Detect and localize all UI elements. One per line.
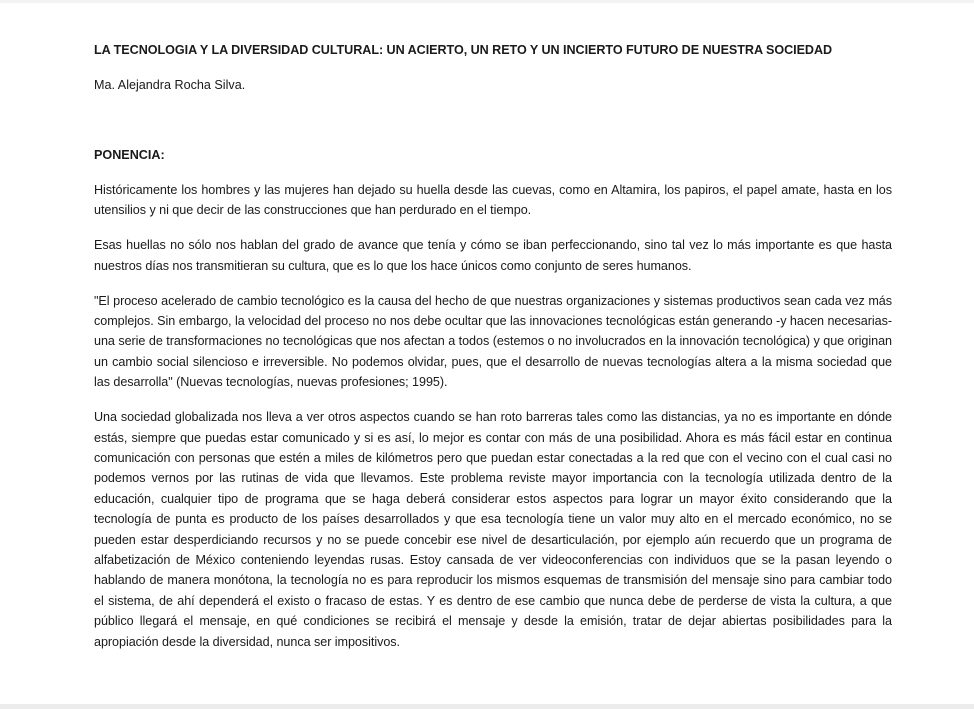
- section-heading: PONENCIA:: [94, 148, 165, 162]
- document-title: LA TECNOLOGIA Y LA DIVERSIDAD CULTURAL: UN ACIERTO, UN RETO Y UN INCIERTO FUTURO DE NUESTRA SOCIEDAD: [94, 43, 833, 57]
- paragraph-4: [94, 407, 892, 652]
- document-author: Ma. Alejandra Rocha Silva.: [94, 78, 246, 92]
- paragraph-4-text: Una sociedad globalizada nos lleva a ver otros aspectos cuando se han roto barreras tales como las distancias, ya no es importante en dónde estás, siempre que puedas estar comunicado y si es así, lo mejor es contar con más de una posibilidad. Ahora es más fácil estar en continua comunicación con personas que estén a miles de kilómetros pero que puedan estar conectadas a la red que con el vecino con el cual casi no podemos vernos por las rutinas de vida que llevamos. Este problema reviste mayor importancia con la tecnología utilizada dentro de la educación, cualquier tipo de programa que se haga deberá considerar estos aspectos para lograr un mayor éxito considerando que la tecnología de punta es producto de los países desarrollados y que esa tecnología tiene un valor muy alto en el mercado económico, no se pueden estar desperdiciando recursos y no se puede concebir ese nivel de desarticulación, por ejemplo aún recuerdo que un programa de alfabetización de México conteniendo leyendas rusas. Estoy cansada de ver videoconferencias con individuos que se la pasan leyendo o hablando de manera monótona, la tecnología no es para reproducir los mismos esquemas de transmisión del mensaje sino para cambiar todo el sistema, de ahí dependerá el existo o fracaso de estas. Y es dentro de ese cambio que nunca debe de perderse de vista la cultura, a que público llegará el mensaje, en qué condiciones se recibirá el mensaje y desde la emisión, tratar de dejar abiertas posibilidades para la apropiación desde la diversidad, nunca ser impositivos.: [94, 410, 892, 649]
- document-page[interactable]: [0, 3, 974, 704]
- page-bottom-edge: [0, 704, 974, 709]
- paragraph-1: Históricamente los hombres y las mujeres han dejado su huella desde las cuevas, como en Altamira, los papiros, el papel amate, hasta en los utensilios y ni que decir de las construcciones que han perdurado en el tiempo.: [94, 183, 892, 218]
- paragraph-2: Esas huellas no sólo nos hablan del grado de avance que tenía y cómo se iban perfeccionando, sino tal vez lo más importante es que hasta nuestros días nos transmitieran su cultura, que es lo que los hace únicos como conjunto de seres humanos.: [94, 238, 892, 273]
- paragraph-3: "El proceso acelerado de cambio tecnológico es la causa del hecho de que nuestras organizaciones y sistemas productivos sean cada vez más complejos. Sin embargo, la velocidad del proceso no nos debe ocultar que las innovaciones tecnológicas están generando -y hacen necesarias- una serie de transformaciones no tecnológicas que nos afectan a todos (estemos o no involucrados en la innovación tecnológica) y que originan un cambio social silencioso e irreversible. No podemos olvidar, pues, que el desarrollo de nuevas tecnologías altera a la misma sociedad que las desarrolla" (Nuevas tecnologías, nuevas profesiones; 1995).: [94, 293, 892, 390]
